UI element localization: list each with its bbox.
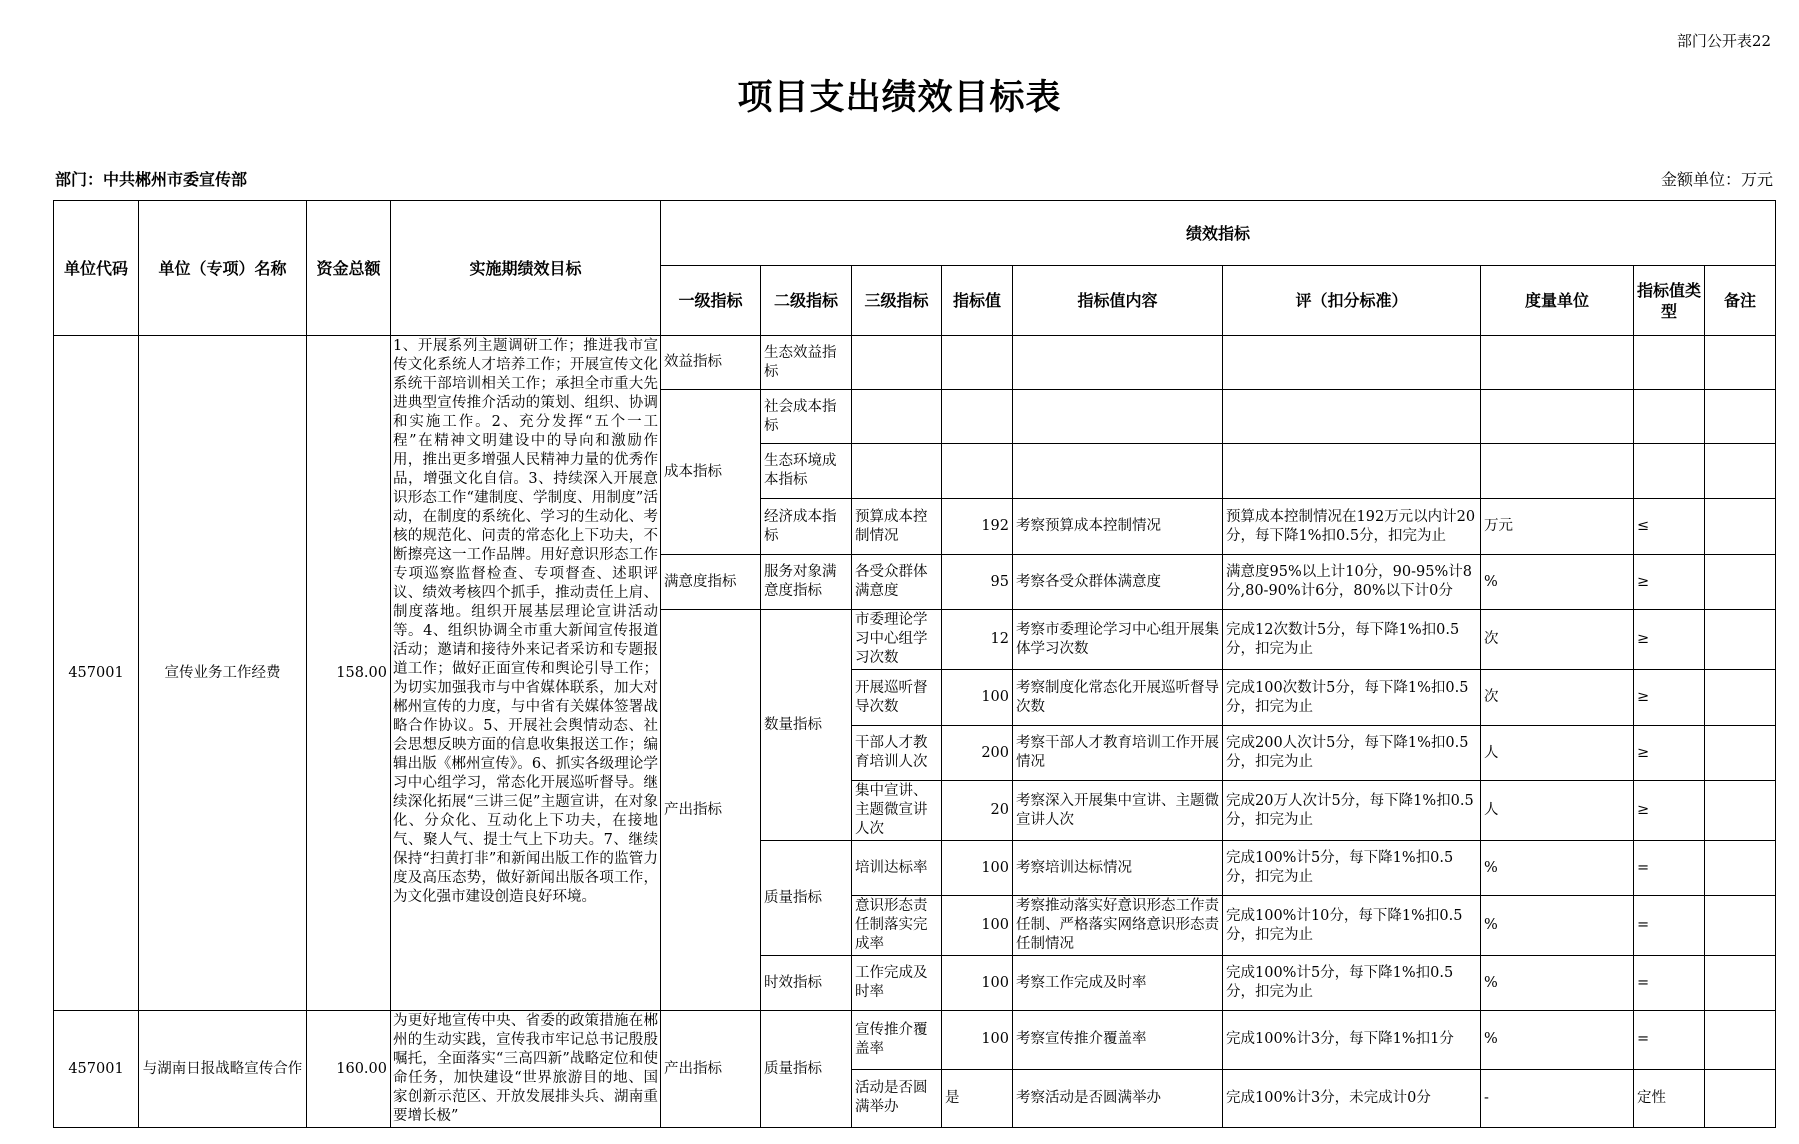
value-cell: 192 [942,499,1013,555]
content-cell: 考察培训达标情况 [1013,841,1223,896]
scoring-cell: 完成100%计3分，每下降1%扣1分 [1223,1011,1481,1070]
level1-cell: 效益指标 [661,336,761,390]
level2-cell: 质量指标 [761,841,852,956]
header-level1: 一级指标 [661,266,761,336]
level2-cell: 质量指标 [761,1011,852,1128]
level3-cell: 培训达标率 [852,841,942,896]
scoring-cell: 预算成本控制情况在192万元以内计20分，每下降1%扣0.5分，扣完为止 [1223,499,1481,555]
type-cell: ≥ [1634,610,1705,670]
content-cell: 考察预算成本控制情况 [1013,499,1223,555]
type-cell: ≥ [1634,555,1705,610]
content-cell [1013,336,1223,390]
unit-cell: 人 [1481,781,1634,841]
header-unit-name: 单位（专项）名称 [139,201,307,336]
unit-cell: - [1481,1069,1634,1128]
project-amount: 160.00 [307,1011,391,1128]
department-label: 部门：中共郴州市委宣传部 [55,170,248,189]
type-cell: ≥ [1634,670,1705,726]
remark-cell [1705,555,1776,610]
scoring-cell: 完成20万人次计5分，每下降1%扣0.5分，扣完为止 [1223,781,1481,841]
project-name: 与湖南日报战略宣传合作 [139,1011,307,1128]
value-cell: 20 [942,781,1013,841]
project-code: 457001 [54,336,139,1011]
value-cell [942,336,1013,390]
project-goal-text: 1、开展系列主题调研工作；推进我市宣传文化系统人才培养工作；开展宣传文化系统干部培训相关工作；承担全市重大先进典型宣传推介活动的策划、组织、协调和实施工作。2、充分发挥“五个一工程”在精神文明建设中的导向和激励作用，推出更多增强人民精神力量的优秀作品，增强文化自信。3、持续深入开展意识形态工作“建制度、学制度、用制度”活动，在制度的系统化、学习的生动化、考核的规范化、问责的常态化上下功夫，不断擦亮这一工作品牌。用好意识形态工作专项巡察监督检查、专项督查、述职评议、绩效考核四个抓手，推动责任上肩、制度落地。组织开展基层理论宣讲活动等。4、组织协调全市重大新闻宣传报道活动；邀请和接待外来记者采访和专题报道工作；做好正面宣传和舆论引导工作；为切实加强我市与中省媒体联系，加大对郴州宣传的力度，与中省有关媒体签署战略合作协议。5、开展社会舆情动态、社会思想反映方面的信息收集报送工作；编辑出版《郴州宣传》。6、抓实各级理论学习中心组学习，常态化开展巡听督导。继续深化拓展“三讲三促”主题宣讲，在对象化、分众化、互动化上下功夫，在接地气、聚人气、提士气上下功夫。7、继续保持“扫黄打非”和新闻出版工作的监管力度及高压态势，做好新闻出版各项工作，为文化强市建设创造良好环境。 [393,338,658,905]
level2-cell: 社会成本指标 [761,390,852,444]
level3-cell: 活动是否圆满举办 [852,1069,942,1128]
header-unit-code: 单位代码 [54,201,139,336]
scoring-cell: 完成200人次计5分，每下降1%扣0.5分，扣完为止 [1223,726,1481,781]
table-number-label: 部门公开表22 [1676,32,1771,50]
remark-cell [1705,781,1776,841]
content-cell: 考察活动是否圆满举办 [1013,1069,1223,1128]
unit-cell: 人 [1481,726,1634,781]
type-cell: ≤ [1634,499,1705,555]
scoring-cell: 完成100%计5分，每下降1%扣0.5分，扣完为止 [1223,841,1481,896]
scoring-cell: 完成100%计3分，未完成计0分 [1223,1069,1481,1128]
unit-cell: % [1481,1011,1634,1070]
project-amount: 158.00 [307,336,391,1011]
level3-cell: 意识形态责任制落实完成率 [852,896,942,956]
project-code: 457001 [54,1011,139,1128]
project-goal-text: 为更好地宣传中央、省委的政策措施在郴州的生动实践，宣传我市牢记总书记殷殷嘱托，全面落实“三高四新”战略定位和使命任务，加快建设“世界旅游目的地、国家创新示范区、开放发展排头兵、湖南重要增长极” [393,1013,658,1124]
scoring-cell: 满意度95%以上计10分，90-95%计8分,80-90%计6分，80%以下计0分 [1223,555,1481,610]
level3-cell: 预算成本控制情况 [852,499,942,555]
content-cell: 考察各受众群体满意度 [1013,555,1223,610]
level1-cell: 产出指标 [661,1011,761,1128]
unit-cell: 万元 [1481,499,1634,555]
level1-cell: 产出指标 [661,610,761,1011]
remark-cell [1705,956,1776,1011]
header-goal: 实施期绩效目标 [391,201,661,336]
level2-cell: 生态环境成本指标 [761,444,852,499]
page-title: 项目支出绩效目标表 [737,77,1062,118]
level1-cell: 成本指标 [661,390,761,555]
project-name: 宣传业务工作经费 [139,336,307,1011]
value-cell: 100 [942,841,1013,896]
level2-cell: 数量指标 [761,610,852,841]
remark-cell [1705,499,1776,555]
type-cell: = [1634,956,1705,1011]
scoring-cell: 完成12次数计5分，每下降1%扣0.5分，扣完为止 [1223,610,1481,670]
project-goal [391,336,661,1011]
performance-table [53,200,1776,1128]
level3-cell [852,390,942,444]
table-row [54,336,1776,390]
unit-cell [1481,390,1634,444]
content-cell: 考察干部人才教育培训工作开展情况 [1013,726,1223,781]
scoring-cell [1223,390,1481,444]
level2-cell: 服务对象满意度指标 [761,555,852,610]
type-cell [1634,336,1705,390]
remark-cell [1705,1011,1776,1070]
level3-cell: 干部人才教育培训人次 [852,726,942,781]
header-content: 指标值内容 [1013,266,1223,336]
level3-cell: 开展巡听督导次数 [852,670,942,726]
value-cell: 200 [942,726,1013,781]
remark-cell [1705,390,1776,444]
value-cell [942,390,1013,444]
remark-cell [1705,896,1776,956]
content-cell: 考察市委理论学习中心组开展集体学习次数 [1013,610,1223,670]
level3-cell [852,336,942,390]
remark-cell [1705,336,1776,390]
type-cell: ≥ [1634,781,1705,841]
header-measure-unit: 度量单位 [1481,266,1634,336]
header-total-funds: 资金总额 [307,201,391,336]
value-cell: 100 [942,896,1013,956]
header-level2: 二级指标 [761,266,852,336]
type-cell [1634,444,1705,499]
scoring-cell [1223,444,1481,499]
level2-cell: 经济成本指标 [761,499,852,555]
value-cell: 100 [942,1011,1013,1070]
type-cell: 定性 [1634,1069,1705,1128]
unit-cell: % [1481,555,1634,610]
amount-unit-label: 金额单位：万元 [1660,170,1773,189]
level2-cell: 时效指标 [761,956,852,1011]
header-remark: 备注 [1705,266,1776,336]
content-cell: 考察制度化常态化开展巡听督导次数 [1013,670,1223,726]
remark-cell [1705,1069,1776,1128]
content-cell: 考察工作完成及时率 [1013,956,1223,1011]
remark-cell [1705,444,1776,499]
level3-cell: 集中宣讲、主题微宣讲人次 [852,781,942,841]
type-cell: ≥ [1634,726,1705,781]
level3-cell: 市委理论学习中心组学习次数 [852,610,942,670]
content-cell: 考察深入开展集中宣讲、主题微宣讲人次 [1013,781,1223,841]
remark-cell [1705,610,1776,670]
unit-cell: % [1481,896,1634,956]
unit-cell: % [1481,841,1634,896]
level3-cell: 工作完成及时率 [852,956,942,1011]
value-cell: 12 [942,610,1013,670]
value-cell: 100 [942,956,1013,1011]
scoring-cell: 完成100%计10分，每下降1%扣0.5分，扣完为止 [1223,896,1481,956]
value-cell [942,444,1013,499]
content-cell: 考察推动落实好意识形态工作责任制、严格落实网络意识形态责任制情况 [1013,896,1223,956]
type-cell: = [1634,841,1705,896]
content-cell [1013,390,1223,444]
header-value: 指标值 [942,266,1013,336]
header-indicators: 绩效指标 [661,201,1776,266]
value-cell: 100 [942,670,1013,726]
value-cell: 95 [942,555,1013,610]
header-row-1 [54,201,1776,266]
type-cell: = [1634,896,1705,956]
project-goal [391,1011,661,1128]
remark-cell [1705,841,1776,896]
level3-cell [852,444,942,499]
scoring-cell [1223,336,1481,390]
level3-cell: 各受众群体满意度 [852,555,942,610]
level2-cell: 生态效益指标 [761,336,852,390]
unit-cell [1481,444,1634,499]
type-cell: = [1634,1011,1705,1070]
content-cell [1013,444,1223,499]
remark-cell [1705,670,1776,726]
scoring-cell: 完成100%计5分，每下降1%扣0.5分，扣完为止 [1223,956,1481,1011]
value-cell: 是 [942,1069,1013,1128]
content-cell: 考察宣传推介覆盖率 [1013,1011,1223,1070]
level3-cell: 宣传推介覆盖率 [852,1011,942,1070]
table-row [54,1011,1776,1070]
remark-cell [1705,726,1776,781]
unit-cell: % [1481,956,1634,1011]
unit-cell: 次 [1481,670,1634,726]
level1-cell: 满意度指标 [661,555,761,610]
header-level3: 三级指标 [852,266,942,336]
header-scoring: 评（扣分标准） [1223,266,1481,336]
header-value-type: 指标值类型 [1634,266,1705,336]
unit-cell: 次 [1481,610,1634,670]
unit-cell [1481,336,1634,390]
type-cell [1634,390,1705,444]
scoring-cell: 完成100次数计5分，每下降1%扣0.5分，扣完为止 [1223,670,1481,726]
